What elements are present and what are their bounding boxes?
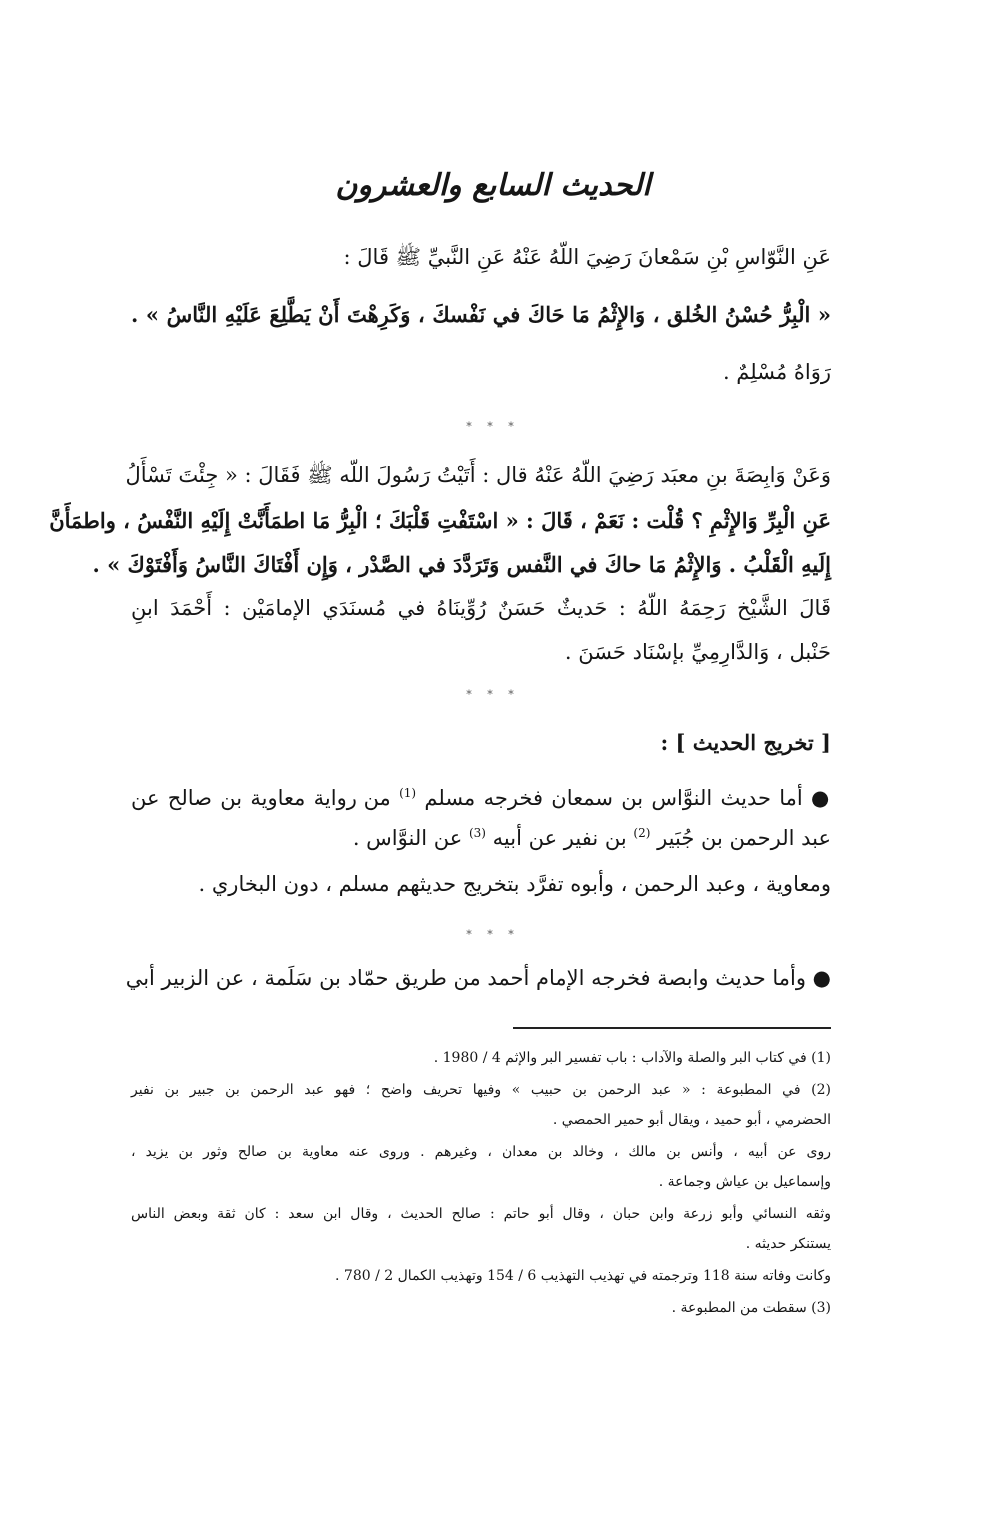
wabisa-line-5: حَنْبل ، وَالدَّارِمِيِّ بإسْنَاد حَسَنَ .: [564, 640, 831, 664]
footnote-2-line-5: وثقه النسائي وأبو زرعة وابن حبان ، وقال أبو حاتم : صالح الحديث ، وقال ابن سعد : كان ثقة وبعض الناس: [131, 1206, 831, 1222]
separator: * * *: [466, 928, 520, 941]
footnote-2-line-4: وإسماعيل بن عياش وجماعة .: [658, 1174, 831, 1190]
takhrij-text: عبد الرحمن بن جُبَير: [657, 826, 831, 850]
footnote-2-line-1: (2) في المطبوعة : « عبد الرحمن بن حبيب » وفيها تحريف واضح ؛ فهو عبد الرحمن بن جبير بن نفير: [131, 1082, 831, 1098]
wabisa-line-3: إِلَيهِ الْقَلْبُ . وَالإِثْمُ مَا حاكَ في النَّفس وَتَرَدَّدَ في الصَّدْر ، وَإِن أَفْتَاكَ النَّاسُ وَأَفْتَوْكَ » .: [92, 552, 831, 577]
takhrij-text: من رواية معاوية بن صالح عن: [131, 786, 391, 810]
footnote-ref: (2): [633, 826, 651, 840]
wabisa-line-4: قَالَ الشَّيْخ رَحِمَهُ اللّهُ : حَديثٌ حَسَنٌ رُوِّينَاهُ في مُسنَدَي الإمامَيْن : أَحْمَدَ ابنِ: [131, 596, 831, 620]
footnote-ref: (3): [468, 826, 486, 840]
hadith-intro: عَنِ النَّوّاسِ بْنِ سَمْعانَ رَضِيَ اللّهُ عَنْهُ عَنِ النَّبيِّ ﷺ قَالَ :: [343, 245, 831, 269]
footnote-2-line-3: روى عن أبيه ، وأنس بن مالك ، وخالد بن معدان ، وغيرهم . وروى عنه معاوية بن صالح وثور بن يزيد ،: [131, 1144, 831, 1160]
hadith-source: رَوَاهُ مُسْلِمٌ .: [722, 360, 831, 384]
chapter-title: الحديث السابع والعشرون: [335, 168, 651, 203]
takhrij-p2-line-1: ● وأما حديث وابصة فخرجه الإمام أحمد من طريق حمّاد بن سَلَمة ، عن الزبير أبي: [125, 966, 831, 990]
footnote-2-line-2: الحضرمي ، أبو حميد ، ويقال أبو حمير الحمصي .: [552, 1112, 831, 1128]
takhrij-p1-line-1: [131, 786, 831, 810]
footnote-2-line-7: وكانت وفاته سنة 118 وترجمته في تهذيب التهذيب 6 / 154 وتهذيب الكمال 2 / 780 .: [335, 1268, 831, 1284]
wabisa-line-2: عَنِ الْبِرِّ وَالإِثْمِ ؟ قُلْت : نَعَمْ ، قَالَ : « اسْتَفْتِ قَلْبَكَ ؛ الْبِرُّ مَا اطمَأَنَّتْ إِلَيْهِ النَّفْسُ ، واطمَأَنَّ: [49, 508, 831, 533]
takhrij-text: ● أما حديث النوَّاس بن سمعان فخرجه مسلم: [424, 786, 831, 810]
separator: * * *: [466, 420, 520, 433]
takhrij-p1-line-3: ومعاوية ، وعبد الرحمن ، وأبوه تفرَّد بتخريج حديثهم مسلم ، دون البخاري .: [198, 872, 831, 896]
footnote-ref: (1): [399, 786, 417, 800]
takhrij-text: بن نفير عن أبيه: [492, 826, 627, 850]
hadith-text: « الْبِرُّ حُسْنُ الخُلق ، وَالإِثْمُ مَا حَاكَ في نَفْسكَ ، وَكَرِهْتَ أَنْ يَطَّلِعَ عَلَيْهِ النَّاسُ » .: [131, 302, 831, 327]
separator: * * *: [466, 688, 520, 701]
wabisa-line-1: وَعَنْ وَابِصَةَ بنِ معبَد رَضِيَ اللّهُ عَنْهُ قال : أَتَيْتُ رَسُولَ اللّه ﷺ فَقَالَ : « جِئْتَ تَسْأَلُ: [125, 463, 831, 487]
footnote-rule: [513, 1027, 831, 1029]
takhrij-text: عن النوَّاس .: [352, 826, 463, 850]
takhrij-heading: [ تخريج الحديث ] :: [660, 730, 831, 755]
footnote-3: (3) سقطت من المطبوعة .: [671, 1300, 831, 1316]
footnote-2-line-6: يستنكر حديثه .: [745, 1236, 831, 1252]
takhrij-p1-line-2: [131, 826, 831, 850]
footnote-1: (1) في كتاب البر والصلة والآداب : باب تفسير البر والإثم 4 / 1980 .: [433, 1050, 831, 1066]
